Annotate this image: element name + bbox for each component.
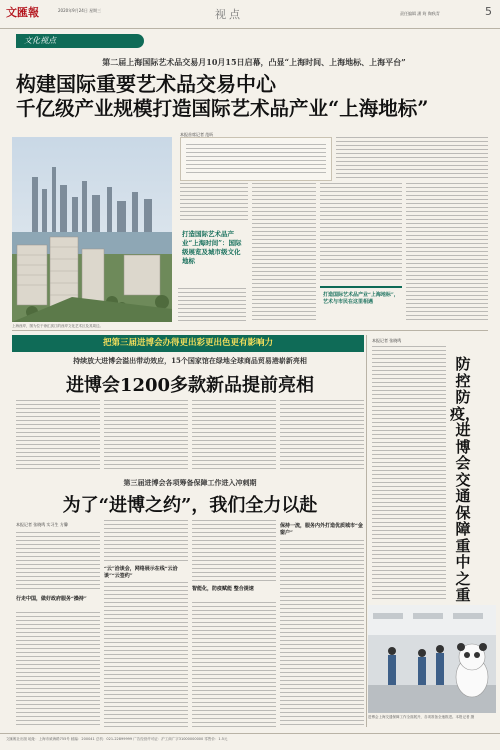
story3-subhead: 行走中国，做好政府服务“操持” <box>16 596 87 602</box>
section-name: 视点 <box>215 8 243 21</box>
divider <box>12 330 488 331</box>
story3-subhead: “云”洽谈会，网络展示在线“云洽谈”“云签约” <box>104 566 178 579</box>
article-text <box>372 346 446 601</box>
article-text <box>16 400 100 472</box>
article-text <box>336 137 488 181</box>
story2-kicker: 持续放大进博会溢出带动效应，15个国家馆在绿地全球商品贸易港崭新亮相 <box>73 356 307 365</box>
photo-caption: 上海西岸，图为位于徐汇滨江的西岸文化艺术区及其周边。 <box>12 324 103 328</box>
footer: 文匯報社出版 地址：上海市威海路755号 邮编：200041 总机：021-22899999 广告经营许可证：沪工商广字31000000000 零售价：1.5元 <box>0 733 500 750</box>
story3-subhead: 保持一流，服务内外打造优质城市“金窗户” <box>280 523 363 536</box>
side-box-text: 打造国际艺术品产业“上海地标”，艺术与市民在这里相遇 <box>323 292 399 305</box>
article-text <box>104 520 188 562</box>
story3-kicker: 第三届进博会各项筹备保障工作进入冲刺期 <box>123 478 257 487</box>
article-text <box>192 602 276 727</box>
article-text <box>320 183 402 283</box>
right-column-byline: 本报记者 张晓鸣 <box>372 338 402 343</box>
summary-box <box>180 137 332 181</box>
article-text <box>16 612 100 727</box>
page-number: 5 <box>485 5 492 18</box>
station-photo <box>368 605 496 713</box>
top-story-headline-line1: 构建国际重要艺术品交易中心 <box>16 72 276 96</box>
article-text <box>16 532 100 592</box>
pull-quote: 打造国际艺术品产业“上海时间”：国际级展览及城市级文化地标 <box>182 230 242 265</box>
article-text <box>406 183 488 322</box>
article-text <box>180 183 248 223</box>
photo-caption: 进博会上海交通保障工作全面展开，各项准备全速推进。本报记者 摄 <box>368 715 475 719</box>
top-story-byline: 本报首席记者 范昕 <box>180 132 214 137</box>
story3-headline: 为了“进博之约”，我们全力以赴 <box>62 495 318 516</box>
article-text <box>280 400 364 472</box>
article-text <box>192 520 276 582</box>
top-story-kicker: 第二届上海国际艺术品交易月10月15日启幕，凸显“上海时间、上海地标、上海平台” <box>102 57 406 67</box>
article-text <box>104 582 188 727</box>
editors: 责任编辑 潘 筠 陶秋青 <box>400 11 440 16</box>
top-story-headline-line2: 千亿级产业规模打造国际艺术品产业“上海地标” <box>16 97 429 120</box>
campaign-banner: 把第三届进博会办得更出彩更出色更有影响力 <box>12 335 364 352</box>
story2-headline: 进博会1200多款新品提前亮相 <box>65 375 315 396</box>
story3-subhead: 智能化，防疫赋能 整合提速 <box>192 586 254 592</box>
article-text <box>280 540 364 727</box>
city-photo <box>12 137 172 322</box>
article-text <box>192 400 276 472</box>
column-divider <box>366 335 367 727</box>
issue-date: 2020年9月24日 星期三 <box>58 8 102 13</box>
newspaper-logo: 文匯報 <box>6 6 39 19</box>
article-text <box>104 400 188 472</box>
section-tag: 文化视点 <box>16 34 144 48</box>
story3-byline: 本报记者 张晓鸣 实习生 方馨 <box>16 522 68 527</box>
article-text <box>252 183 316 322</box>
right-column-vertical-headline: 防控防疫，进博会交通保障重中之重 <box>450 355 481 604</box>
article-text <box>178 288 246 322</box>
